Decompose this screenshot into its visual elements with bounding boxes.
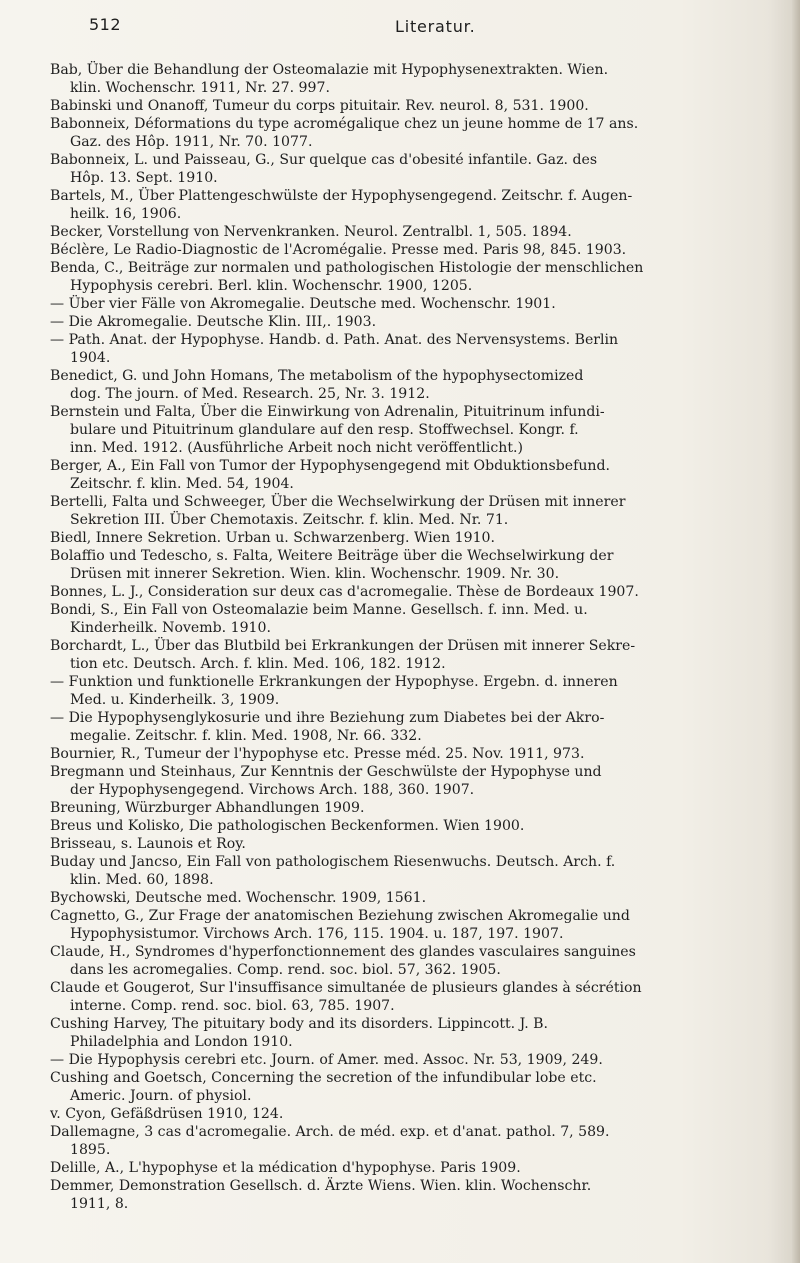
bibliography-entry: Cagnetto, G., Zur Frage der anatomischen Beziehung zwischen Akromegalie und Hypophysistumor. Virchows Arch. 176, 115. 1904. u. 187, 197. 1907. bbox=[50, 908, 630, 942]
bibliography-entry: Berger, A., Ein Fall von Tumor der Hypophysengegend mit Obduktionsbefund. Zeitschr. f. klin. Med. 54, 1904. bbox=[50, 458, 610, 492]
bibliography-entry: Buday und Jancso, Ein Fall von pathologischem Riesenwuchs. Deutsch. Arch. f. klin. Med. 60, 1898. bbox=[50, 854, 616, 888]
bibliography-entry: — Funktion und funktionelle Erkrankungen der Hypophyse. Ergebn. d. inneren Med. u. Kinderheilk. 3, 1909. bbox=[50, 674, 618, 708]
bibliography-entry: Bychowski, Deutsche med. Wochenschr. 1909, 1561. bbox=[50, 890, 427, 906]
bibliography-entry: Demmer, Demonstration Gesellsch. d. Ärzte Wiens. Wien. klin. Wochenschr. 1911, 8. bbox=[50, 1178, 592, 1212]
bibliography-entry: Breuning, Würzburger Abhandlungen 1909. bbox=[50, 800, 365, 816]
bibliography-entry: — Path. Anat. der Hypophyse. Handb. d. Path. Anat. des Nervensystems. Berlin 1904. bbox=[50, 332, 619, 366]
bibliography-entry: Bonnes, L. J., Consideration sur deux cas d'acromegalie. Thèse de Bordeaux 1907. bbox=[50, 584, 639, 600]
bibliography-entry: Dallemagne, 3 cas d'acromegalie. Arch. de méd. exp. et d'anat. pathol. 7, 589. 1895. bbox=[50, 1124, 610, 1158]
bibliography-entry: — Die Akromegalie. Deutsche Klin. III,. 1903. bbox=[50, 314, 377, 330]
bibliography-entry: Bondi, S., Ein Fall von Osteomalazie beim Manne. Gesellsch. f. inn. Med. u. Kinderheilk. Novemb. 1910. bbox=[50, 602, 588, 636]
bibliography-entry: Babonneix, Déformations du type acromégalique chez un jeune homme de 17 ans. Gaz. des Hôp. 1911, Nr. 70. 1077. bbox=[50, 116, 639, 150]
bibliography-entry: Cushing and Goetsch, Concerning the secretion of the infundibular lobe etc. Americ. Journ. of physiol. bbox=[50, 1070, 597, 1104]
bibliography-entry: Cushing Harvey, The pituitary body and its disorders. Lippincott. J. B. Philadelphia and London 1910. bbox=[50, 1016, 548, 1050]
page-number: 512 bbox=[89, 15, 122, 34]
bibliography-list bbox=[50, 61, 792, 1213]
bibliography-entry: — Die Hypophysenglykosurie und ihre Beziehung zum Diabetes bei der Akro- megalie. Zeitschr. f. klin. Med. 1908, Nr. 66. 332. bbox=[50, 710, 605, 744]
bibliography-entry: — Über vier Fälle von Akromegalie. Deutsche med. Wochenschr. 1901. bbox=[50, 296, 556, 312]
bibliography-entry: Bolaffio und Tedescho, s. Falta, Weitere Beiträge über die Wechselwirkung der Drüsen mit innerer Sekretion. Wien. klin. Wochenschr. 1909. Nr. 30. bbox=[50, 548, 614, 582]
bibliography-entry: Becker, Vorstellung von Nervenkranken. Neurol. Zentralbl. 1, 505. 1894. bbox=[50, 224, 572, 240]
bibliography-entry: Bournier, R., Tumeur der l'hypophyse etc. Presse méd. 25. Nov. 1911, 973. bbox=[50, 746, 585, 762]
bibliography-entry: Bab, Über die Behandlung der Osteomalazie mit Hypophysenextrakten. Wien. klin. Wochenschr. 1911, Nr. 27. 997. bbox=[50, 62, 609, 96]
bibliography-entry: Bertelli, Falta und Schweeger, Über die Wechselwirkung der Drüsen mit innerer Sekretion III. Über Chemotaxis. Zeitschr. f. klin. Med. Nr. 71. bbox=[50, 494, 626, 528]
bibliography-entry: Claude, H., Syndromes d'hyperfonctionnement des glandes vasculaires sanguines dans les acromegalies. Comp. rend. soc. biol. 57, 362. 1905. bbox=[50, 944, 636, 978]
bibliography-entry: Babinski und Onanoff, Tumeur du corps pituitair. Rev. neurol. 8, 531. 1900. bbox=[50, 98, 589, 114]
bibliography-entry: Babonneix, L. und Paisseau, G., Sur quelque cas d'obesité infantile. Gaz. des Hôp. 13. Sept. 1910. bbox=[50, 152, 598, 186]
page-edge-shadow bbox=[792, 0, 800, 1263]
bibliography-entry: Claude et Gougerot, Sur l'insuffisance simultanée de plusieurs glandes à sécrétion interne. Comp. rend. soc. biol. 63, 785. 1907. bbox=[50, 980, 642, 1014]
bibliography-entry: Breus und Kolisko, Die pathologischen Beckenformen. Wien 1900. bbox=[50, 818, 525, 834]
bibliography-entry: Bernstein und Falta, Über die Einwirkung von Adrenalin, Pituitrinum infundi- bulare und Pituitrinum glandulare auf den resp. Stoffwechsel. Kongr. f. inn. Med. 1912. (Ausführliche Arbeit noch nicht veröffentlicht.) bbox=[50, 404, 605, 456]
bibliography-entry: Benda, C., Beiträge zur normalen und pathologischen Histologie der menschlichen Hypophysis cerebri. Berl. klin. Wochenschr. 1900, 1205. bbox=[50, 260, 644, 294]
bibliography-entry: Brisseau, s. Launois et Roy. bbox=[50, 836, 246, 852]
bibliography-entry: Bartels, M., Über Plattengeschwülste der Hypophysengegend. Zeitschr. f. Augen- heilk. 16, 1906. bbox=[50, 188, 633, 222]
bibliography-entry: Béclère, Le Radio-Diagnostic de l'Acromégalie. Presse med. Paris 98, 845. 1903. bbox=[50, 242, 627, 258]
bibliography-entry: Bregmann und Steinhaus, Zur Kenntnis der Geschwülste der Hypophyse und der Hypophysengegend. Virchows Arch. 188, 360. 1907. bbox=[50, 764, 602, 798]
bibliography-entry: v. Cyon, Gefäßdrüsen 1910, 124. bbox=[50, 1106, 284, 1122]
bibliography-entry: Biedl, Innere Sekretion. Urban u. Schwarzenberg. Wien 1910. bbox=[50, 530, 495, 546]
bibliography-entry: Benedict, G. und John Homans, The metabolism of the hypophysectomized dog. The journ. of Med. Research. 25, Nr. 3. 1912. bbox=[50, 368, 584, 402]
running-head: Literatur. bbox=[395, 17, 476, 36]
bibliography-entry: Borchardt, L., Über das Blutbild bei Erkrankungen der Drüsen mit innerer Sekre- tion etc. Deutsch. Arch. f. klin. Med. 106, 182. 1912. bbox=[50, 638, 636, 672]
bibliography-entry: Delille, A., L'hypophyse et la médication d'hypophyse. Paris 1909. bbox=[50, 1160, 521, 1176]
bibliography-entry: — Die Hypophysis cerebri etc. Journ. of Amer. med. Assoc. Nr. 53, 1909, 249. bbox=[50, 1052, 603, 1068]
